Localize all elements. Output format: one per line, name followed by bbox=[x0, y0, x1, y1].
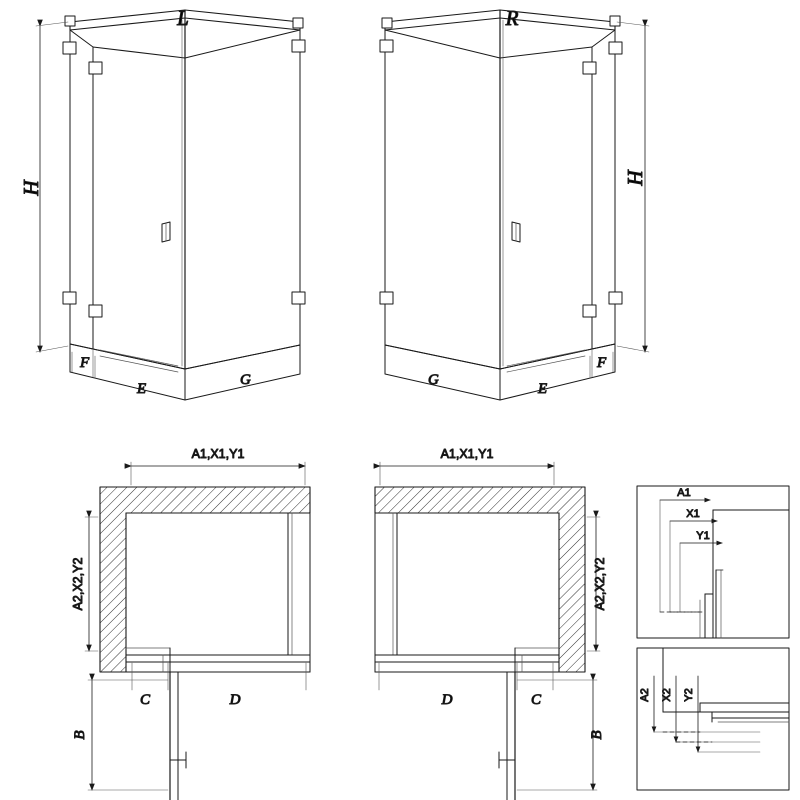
label-hand-right: R bbox=[505, 6, 519, 30]
label-e-right: E bbox=[538, 381, 548, 397]
label-g-right: G bbox=[428, 372, 439, 388]
label-height-left: H bbox=[19, 180, 43, 196]
dimension-a1x1y1-right: A1,X1,Y1 bbox=[440, 447, 494, 461]
label-d-left: D bbox=[229, 692, 241, 708]
label-f-right: F bbox=[597, 355, 607, 371]
detail-label-y2: Y2 bbox=[683, 688, 695, 702]
label-hand-left: L bbox=[177, 6, 189, 30]
dimension-a2x2y2-left: A2,X2,Y2 bbox=[71, 557, 85, 611]
detail-label-x1: X1 bbox=[686, 508, 700, 520]
detail-label-a2: A2 bbox=[639, 688, 651, 702]
view-right-3d bbox=[380, 6, 649, 400]
view-left-3d bbox=[18, 6, 305, 400]
label-b-left: B bbox=[72, 730, 88, 740]
label-f-left: F bbox=[80, 355, 90, 371]
detail-bottom bbox=[637, 648, 789, 790]
detail-label-y1: Y1 bbox=[696, 530, 710, 542]
view-right-plan bbox=[375, 447, 607, 800]
label-g-left: G bbox=[240, 372, 251, 388]
label-c-left: C bbox=[139, 692, 151, 708]
detail-label-x2: X2 bbox=[661, 688, 673, 702]
view-left-plan bbox=[71, 447, 310, 800]
label-d-right: D bbox=[441, 692, 453, 708]
label-height-right: H bbox=[623, 170, 647, 186]
label-e-left: E bbox=[137, 381, 147, 397]
label-c-right: C bbox=[530, 692, 542, 708]
dimension-a2x2y2-right: A2,X2,Y2 bbox=[593, 557, 607, 611]
detail-top bbox=[637, 486, 789, 638]
label-b-right: B bbox=[589, 730, 605, 740]
detail-label-a1: A1 bbox=[677, 487, 691, 499]
dimension-a1x1y1-left: A1,X1,Y1 bbox=[191, 447, 245, 461]
